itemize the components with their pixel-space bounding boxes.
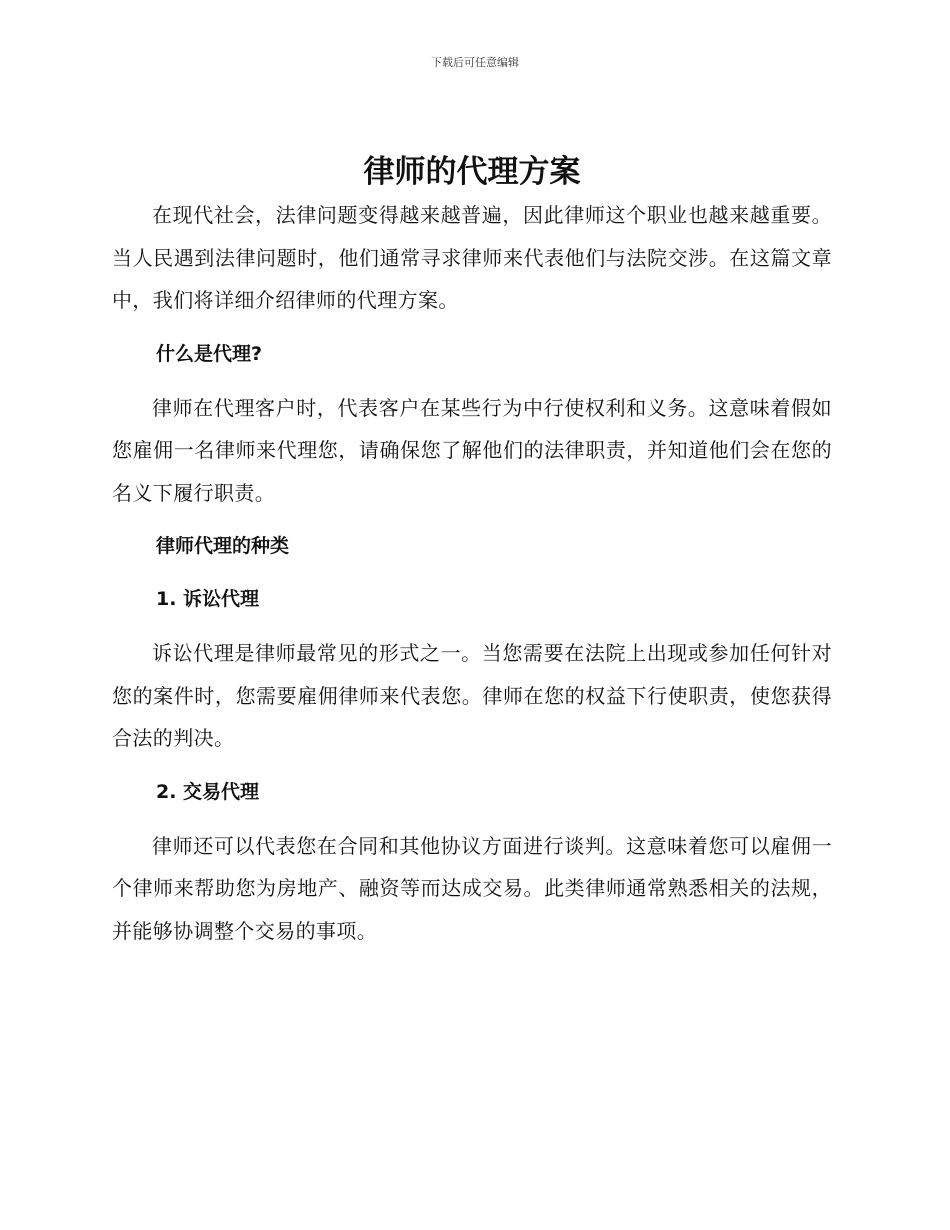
section-heading-litigation: 1. 诉讼代理 <box>156 588 260 610</box>
section-body-what-is: 律师在代理客户时，代表客户在某些行为中行使权利和义务。这意味着假如您雇佣一名律师来代理您，请确保您了解他们的法律职责，并知道他们会在您的名义下履行职责。 <box>112 395 832 505</box>
section-heading-transaction: 2. 交易代理 <box>156 780 260 803</box>
header-note: 下载后可任意编辑 <box>431 56 519 69</box>
section-body-transaction: 律师还可以代表您在合同和其他协议方面进行谈判。这意味着您可以雇佣一个律师来帮助您为房地产、融资等而达成交易。此类律师通常熟悉相关的法规，并能够协调整个交易的事项。 <box>112 833 832 943</box>
section-body-litigation: 诉讼代理是律师最常见的形式之一。当您需要在法院上出现或参加任何针对您的案件时，您需要雇佣律师来代表您。律师在您的权益下行使职责，使您获得合法的判决。 <box>112 641 832 750</box>
section-heading-what-is: 什么是代理? <box>156 342 263 365</box>
document-body <box>112 150 832 952</box>
section-heading-types: 律师代理的种类 <box>156 535 290 557</box>
document-title: 律师的代理方案 <box>363 154 581 190</box>
intro-paragraph: 在现代社会，法律问题变得越来越普遍，因此律师这个职业也越来越重要。当人民遇到法律问题时，他们通常寻求律师来代表他们与法院交涉。在这篇文章中，我们将详细介绍律师的代理方案。 <box>112 203 832 312</box>
